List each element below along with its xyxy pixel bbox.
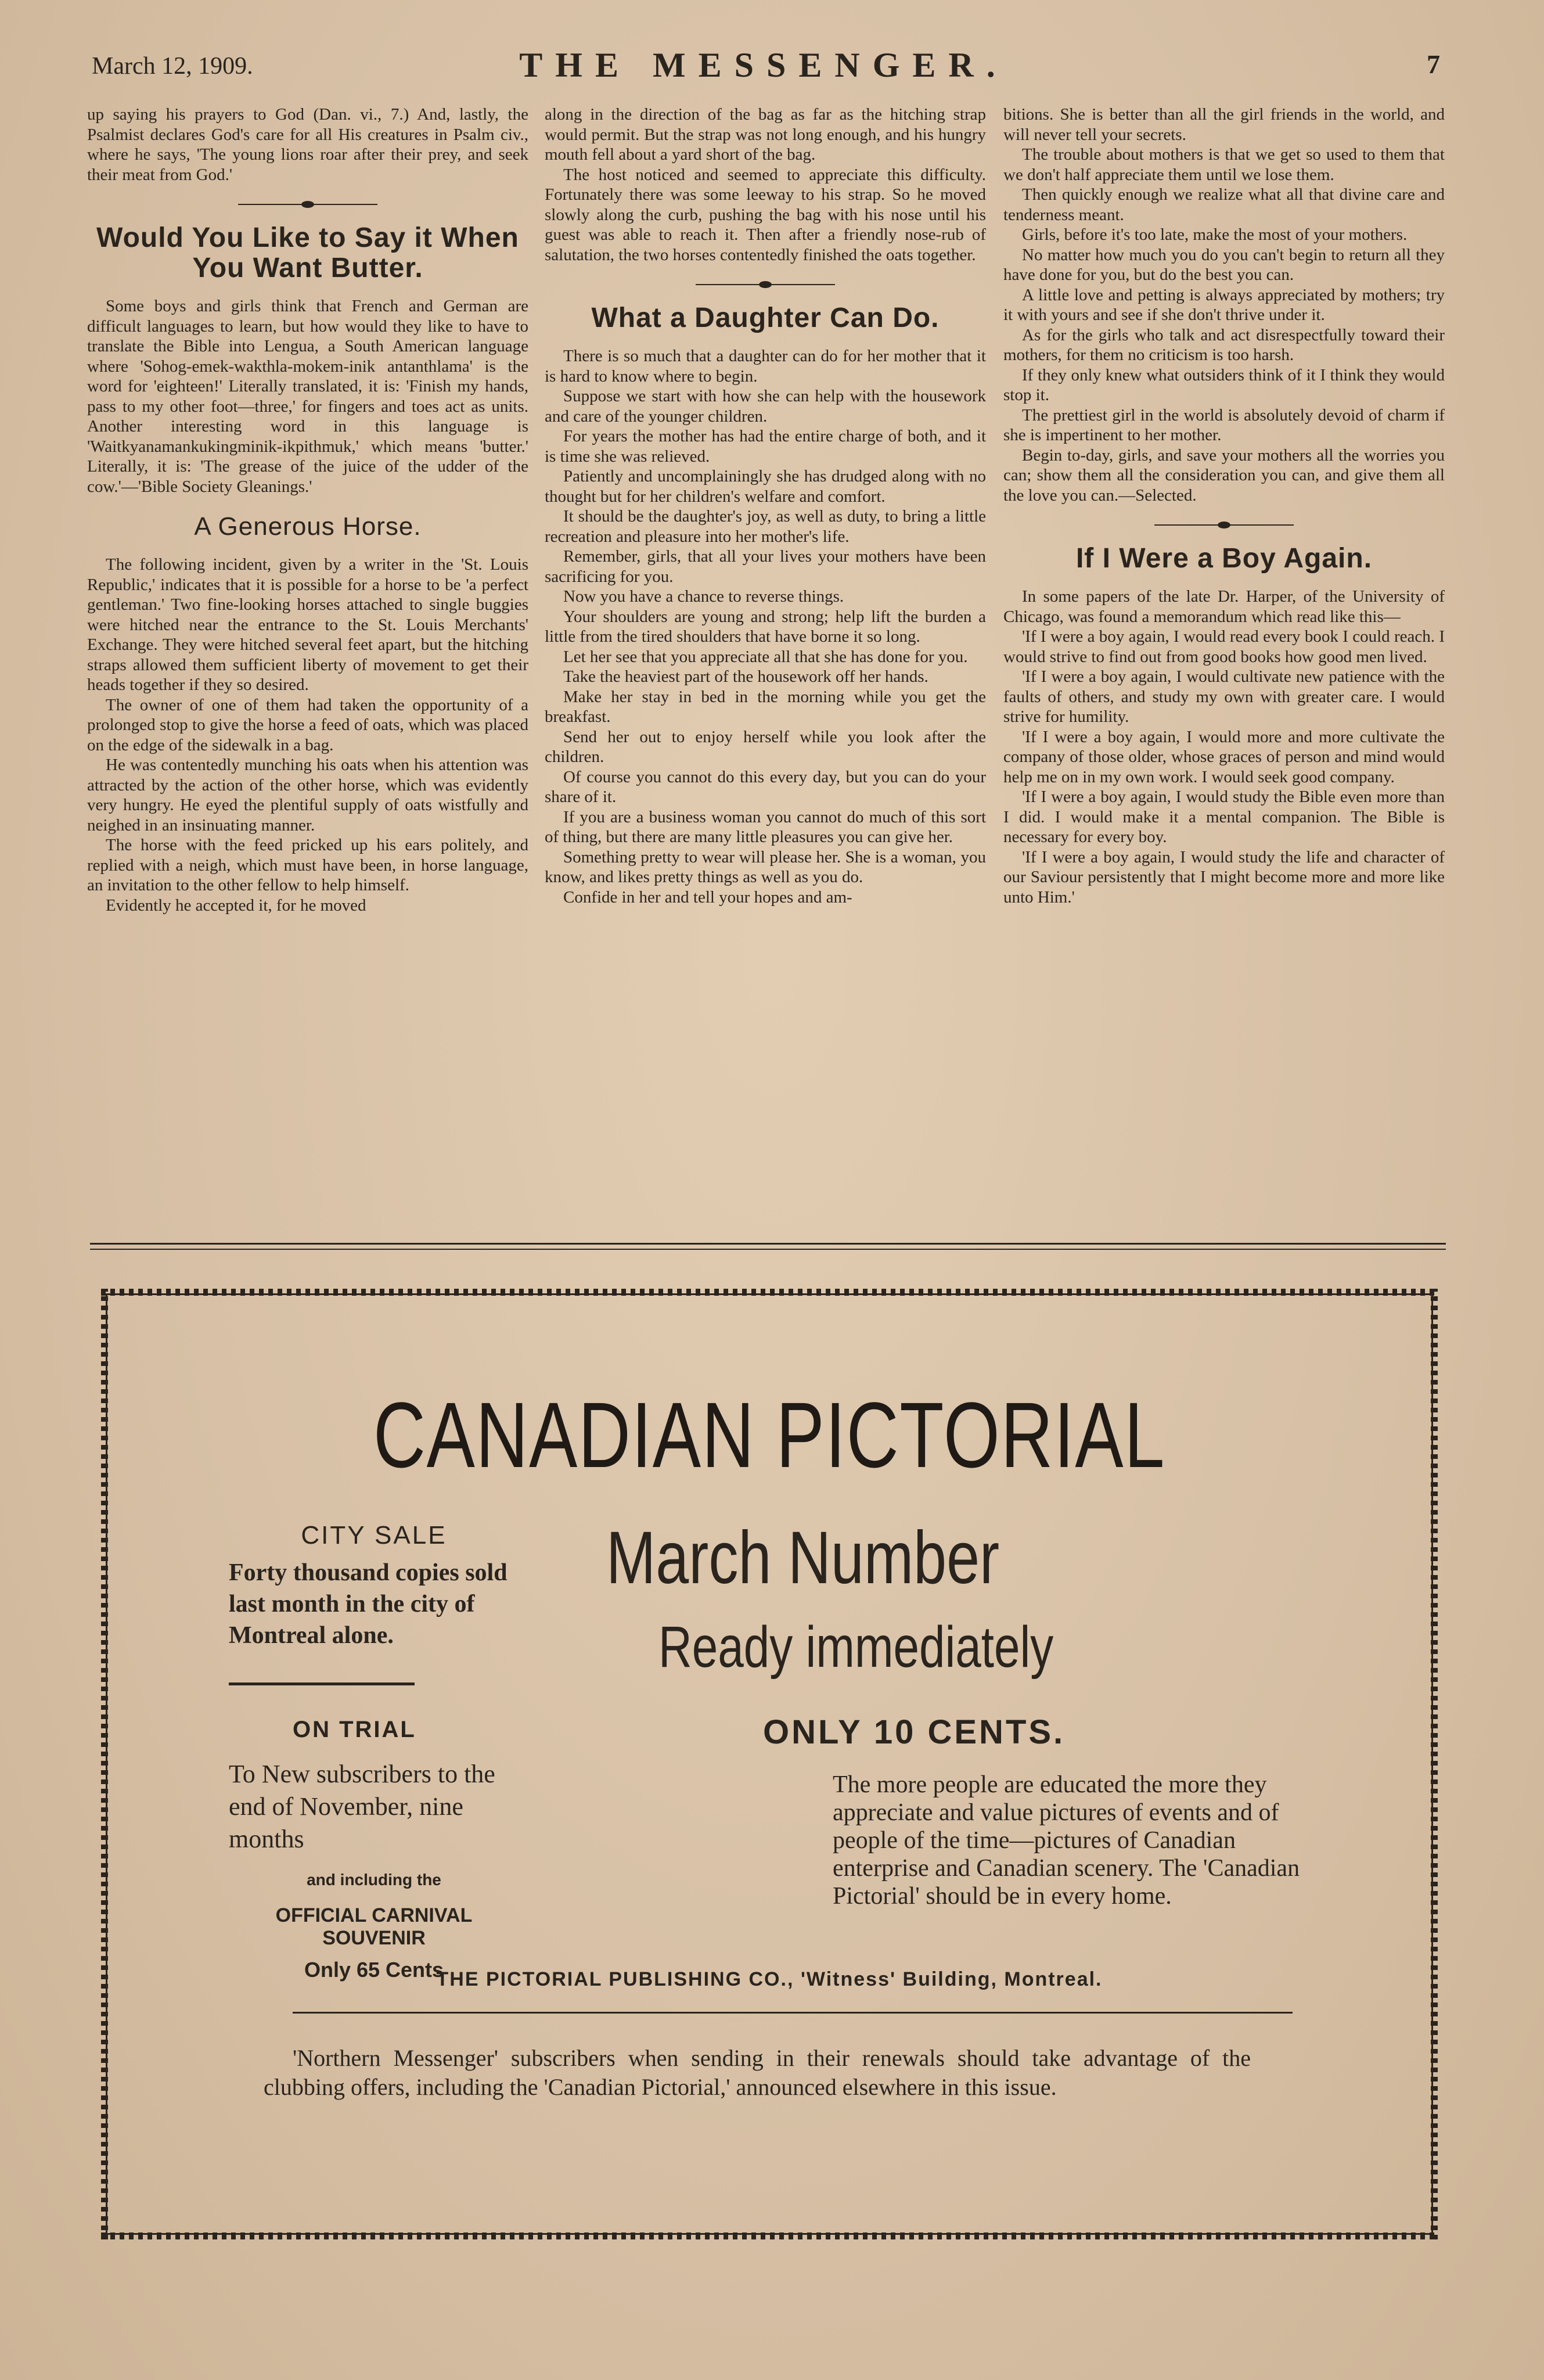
including-text: and including the <box>307 1871 441 1889</box>
article-paragraph: Begin to-day, girls, and save your mothers all the worries you can; show them all the consideration you can, and give them all the love you can.—Selected. <box>1003 445 1445 505</box>
article-paragraph: No matter how much you do you can't begin to return all they have done for you, but do the best you can. <box>1003 245 1445 284</box>
ornament-divider <box>238 200 377 209</box>
ad-title: CANADIAN PICTORIAL <box>373 1383 1166 1487</box>
article-paragraph: There is so much that a daughter can do for her mother that it is hard to know where to begin. <box>545 347 986 386</box>
article-continuation: along in the direction of the bag as far as the hitching strap would permit. But the strap was not long enough, and his hungry mouth fell about a yard short of the bag. <box>545 105 986 164</box>
subscriber-note: 'Northern Messenger' subscribers when sending in their renewals should take advantage of the clubbing offers, including the 'Canadian Pictorial,' announced elsewhere in this issue. <box>264 2045 1251 2100</box>
price-65-cents: Only 65 Cents <box>304 1958 444 1982</box>
city-sale-heading: CITY SALE <box>301 1521 447 1549</box>
ad-divider <box>229 1682 415 1685</box>
article-paragraph: Let her see that you appreciate all that she has done for you. <box>563 647 968 666</box>
article-paragraph: Now you have a chance to reverse things. <box>563 587 844 606</box>
ad-left-panel <box>229 1521 519 1982</box>
article-paragraph: Your shoulders are young and strong; help lift the burden a little from the tired shoulders that have borne it so long. <box>545 607 986 646</box>
ad-description: The more people are educated the more they appreciate and value pictures of events and of people of the time—pictures of Canadian enterprise and Canadian scenery. The 'Canadian Pictorial' should be in every home. <box>833 1771 1300 1910</box>
article-paragraph: Send her out to enjoy herself while you look after the children. <box>545 727 986 766</box>
article-paragraph: If they only knew what outsiders think of it I think they would stop it. <box>1003 365 1445 404</box>
article-continuation: bitions. She is better than all the girl friends in the world, and will never tell your secrets. <box>1003 105 1445 144</box>
article-paragraph: Of course you cannot do this every day, but you can do your share of it. <box>545 767 986 806</box>
article-paragraph: Something pretty to wear will please her. She is a woman, you know, and likes pretty things as well as you do. <box>545 847 986 886</box>
article-paragraph: 'If I were a boy again, I would study the life and character of our Saviour persistently that I might become more and more like unto Him.' <box>1003 847 1445 907</box>
article-paragraph: For years the mother has had the entire charge of both, and it is time she was relieved. <box>545 427 986 466</box>
article-paragraph: Then quickly enough we realize what all that divine care and tenderness meant. <box>1003 185 1445 224</box>
article-paragraph: 'If I were a boy again, I would more and more cultivate the company of those older, whose graces of person and mind would help me on in my own work. I would seek good company. <box>1003 727 1445 786</box>
page-number: 7 <box>1427 49 1440 79</box>
subscription-offer-text: To New subscribers to the end of November, nine months <box>229 1760 495 1853</box>
ready-immediately-heading: Ready immediately <box>658 1615 1054 1680</box>
city-sale-text: Forty thousand copies sold last month in the city of Montreal alone. <box>229 1559 508 1649</box>
column-2 <box>545 105 986 907</box>
on-trial-heading: ON TRIAL <box>293 1717 416 1742</box>
article-paragraph: 'If I were a boy again, I would cultivate new patience with the faults of others, and study my own with greater care. I would strive for humility. <box>1003 667 1445 726</box>
article-paragraph: It should be the daughter's joy, as well as duty, to bring a little recreation and pleasure into her mother's life. <box>545 507 986 546</box>
article-paragraph: 'If I were a boy again, I would read every book I could reach. I would strive to find out from good books how good men lived. <box>1003 627 1445 666</box>
article-heading: A Generous Horse. <box>194 512 422 541</box>
newspaper-title: THE MESSENGER. <box>519 46 1008 84</box>
publisher-line: THE PICTORIAL PUBLISHING CO., 'Witness' Building, Montreal. <box>436 1968 1103 1990</box>
article-heading: Would You Like to Say it When You Want Butter. <box>96 222 519 283</box>
article-heading: What a Daughter Can Do. <box>591 303 940 333</box>
article-paragraph: Remember, girls, that all your lives your mothers have been sacrificing for you. <box>545 547 986 586</box>
article-paragraph: A little love and petting is always appreciated by mothers; try it with yours and see if she don't thrive under it. <box>1003 285 1445 324</box>
article-paragraph: Some boys and girls think that French and German are difficult languages to learn, but how would they like to have to translate the Bible into Lengua, a South American language where 'Sohog-emek-wakthla-mokem-inik antanthlama' is the word for 'eighteen!' Literally translated, it is: 'Finish my hands, pass to my other foot—three,' for fingers and toes act as units. Another interesting word in this language is 'Waitkyanamankukingminik-ikpithmuk,' which means 'butter.' Literally, it is: 'The grease of the juice of the udder of the cow.'—'Bible Society Gleanings.' <box>87 297 528 496</box>
article-paragraph: The following incident, given by a writer in the 'St. Louis Republic,' indicates that it is possible for a horse to be 'a perfect gentleman.' Two fine-looking horses attached to single buggies were hitched near the entrance to the St. Louis Merchants' Exchange. They were hitched several feet apart, but the hitching straps allowed them sufficient liberty of movement to get their heads together if they so desired. <box>87 555 528 694</box>
article-paragraph: 'If I were a boy again, I would study the Bible even more than I did. I would make it a mental companion. The Bible is necessary for every boy. <box>1003 788 1445 846</box>
article-paragraph: The owner of one of them had taken the opportunity of a prolonged stop to give the horse a feed of oats, which was placed on the edge of the sidewalk in a bag. <box>87 695 528 754</box>
article-heading: If I Were a Boy Again. <box>1075 543 1373 574</box>
issue-date: March 12, 1909. <box>92 53 253 80</box>
ornament-divider <box>696 280 835 289</box>
carnival-souvenir-text: OFFICIAL CARNIVAL SOUVENIR <box>275 1904 473 1949</box>
article-paragraph: The horse with the feed pricked up his ears politely, and replied with a neigh, which must have been, in horse language, an invitation to the other fellow to help himself. <box>87 836 528 894</box>
price-10-cents: ONLY 10 CENTS. <box>763 1713 1066 1751</box>
article-paragraph: As for the girls who talk and act disrespectfully toward their mothers, for them no criticism is too harsh. <box>1003 325 1445 364</box>
article-paragraph: Patiently and uncomplainingly she has drudged along with no thought but for her children's welfare and comfort. <box>545 467 986 506</box>
column-1 <box>87 105 528 915</box>
article-paragraph: The host noticed and seemed to appreciate this difficulty. Fortunately there was some leeway to his strap. So he moved slowly along the curb, pushing the bag with his nose until his guest was able to reach it. Then after a friendly nose-rub of salutation, the two horses contentedly finished the oats together. <box>545 165 986 264</box>
advertisement-box <box>93 1281 1446 2248</box>
march-number-heading: March Number <box>606 1516 1000 1599</box>
ornament-divider <box>1154 520 1294 530</box>
section-divider <box>90 1243 1446 1245</box>
article-paragraph: He was contentedly munching his oats when his attention was attracted by the action of the other horse, which was evidently very hungry. He eyed the plentiful supply of oats wistfully and neighed in an insinuating manner. <box>87 756 528 835</box>
ad-divider <box>293 2012 1293 2014</box>
article-paragraph: The prettiest girl in the world is absolutely devoid of charm if she is impertinent to her mother. <box>1003 405 1445 444</box>
article-paragraph: Girls, before it's too late, make the most of your mothers. <box>1022 225 1408 244</box>
article-paragraph: The trouble about mothers is that we get so used to them that we don't half appreciate them until we lose them. <box>1003 145 1445 184</box>
article-paragraph: Make her stay in bed in the morning while you get the breakfast. <box>545 687 986 726</box>
article-paragraph: If you are a business woman you cannot do much of this sort of thing, but there are many little pleasures you can give her. <box>545 807 986 846</box>
column-3 <box>1003 105 1445 907</box>
article-paragraph: Take the heaviest part of the housework off her hands. <box>563 667 928 686</box>
article-paragraph: In some papers of the late Dr. Harper, of the University of Chicago, was found a memorandum which read like this— <box>1003 587 1445 626</box>
section-divider <box>90 1249 1446 1250</box>
article-continuation: up saying his prayers to God (Dan. vi., 7.) And, lastly, the Psalmist declares God's care for all His creatures in Psalm civ., where he says, 'The young lions roar after their prey, and seek their meat from God.' <box>87 105 528 184</box>
article-paragraph: Suppose we start with how she can help with the housework and care of the younger children. <box>545 387 986 426</box>
article-paragraph: Evidently he accepted it, for he moved <box>106 896 366 915</box>
article-paragraph: Confide in her and tell your hopes and am- <box>563 887 852 907</box>
masthead <box>87 45 1440 86</box>
